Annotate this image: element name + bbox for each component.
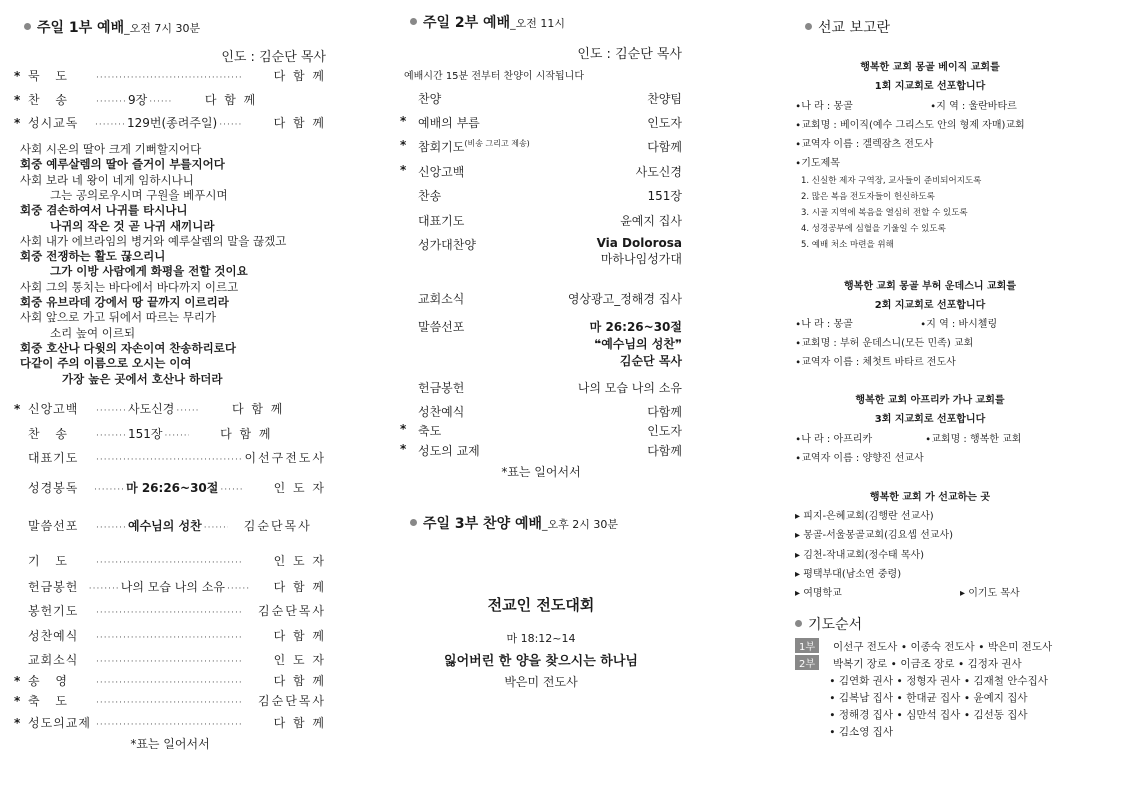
prayer-name-line: ∙ 김복남 집사 ∙ 한대균 집사 ∙ 윤예지 집사 [829,692,1028,704]
mission-2-declare: 2회 지교회로 선포합니다 [874,300,986,311]
order-label: 신앙고백 [28,402,79,416]
order-label-wrap [400,422,441,439]
order-label-wrap [400,212,464,229]
responsive-line: 그는 공의로우시며 구원을 베푸시며 [50,187,228,202]
standing-mark: * [400,138,407,152]
prayer-order-2 [795,655,1022,671]
mission-3-country: ∙나 라 : 아프리카 [795,434,873,445]
prayer-name-line: ∙ 김연화 권사 ∙ 정형자 권사 ∙ 김재철 안수집사 [829,675,1048,687]
order-label: 말씀선포 [418,320,465,334]
order-responsible: 다 함 께 [273,674,326,688]
leader-dots [219,120,243,130]
order-label-wrap [400,236,476,267]
order-label-wrap [400,318,464,369]
order-responsible: 다 함 께 [273,69,326,83]
third-service-time: _오후 2시 30분 [542,518,619,531]
order-label: 찬 송 [28,427,73,441]
order-label: 교회소식 [28,653,79,667]
leader-dots [94,485,124,495]
leader-dots [96,523,126,533]
leader-dots [149,97,173,107]
standing-mark: * [14,716,21,730]
order-label: 성가대찬양 [418,238,476,252]
leader-dots [96,720,242,730]
mission-place: ▸ 몽골-서울몽골교회(김요셉 선교사) [795,530,954,542]
order-row [14,692,326,709]
prayer-topic: 2. 많은 복음 전도자들이 헌신하도록 [801,192,935,202]
order-row [400,442,682,459]
mission-place: ▸ 평택부대(남소연 중령) [795,568,902,580]
order-row [400,187,682,204]
mission-1-minister: ∙교역자 이름 : 겔렉잠츠 전도사 [795,139,934,150]
order-label: 찬송 [418,189,442,203]
order-responsible: 다 함 께 [273,580,326,594]
order-detail: 예수님의 성찬 [128,519,202,533]
responsive-line: 그가 이방 사람에게 화평을 전할 것이요 [50,264,248,279]
order-responsible [578,379,682,396]
mission-1-line: 행복한 교회 몽골 베이직 교회를 [860,62,1000,73]
standing-note-2: *표는 일어서서 [501,465,581,479]
order-label-wrap [400,403,464,420]
second-service-time: _오전 11시 [510,17,565,30]
responsible-main: 다함께 [647,140,682,154]
order-row [14,67,326,84]
order-row [14,714,326,731]
responsible-sub: 마하나임성가대 [600,252,682,266]
prayer-topic: 1. 신실한 제자 구역장, 교사들이 준비되어지도록 [801,176,982,186]
order-responsible [647,138,682,155]
order-label: 성경봉독 [28,481,79,495]
order-label-wrap [400,114,480,131]
leader-dots [96,73,242,83]
mission-heading [805,17,890,37]
prayer-order-title: 기도순서 [808,617,863,633]
order-row [14,651,326,668]
order-label-wrap [400,138,530,155]
order-label-wrap [400,187,441,204]
leader-dots [220,485,244,495]
service-2-tag: 2부 [795,655,819,670]
leader-dots [96,406,126,416]
order-responsible [648,187,683,204]
leader-dots [96,558,242,568]
order-row [400,422,682,439]
second-service-title: 주일 2부 예배 [423,15,511,31]
order-responsible: 다 함 께 [204,93,258,107]
leader-dots [176,406,200,416]
prayer-name-line: ∙ 김소영 집사 [829,726,893,738]
prayer-order-heading [795,614,862,634]
mission-2-minister: ∙교역자 이름 : 체첫트 바타르 전도사 [795,357,956,368]
leader-dots [96,431,126,441]
first-service-time: _오전 7시 30분 [124,22,201,35]
order-row [400,138,682,155]
responsible-main: 마 26:26~30절 [589,320,682,334]
order-row [14,602,326,619]
leader-dots [96,678,242,688]
responsible-main: 다함께 [647,405,682,419]
standing-mark: * [400,163,407,177]
responsible-main: 사도신경 [635,165,682,179]
mission-1-region: ∙지 역 : 울란바타르 [930,101,1017,112]
bullet-icon [410,18,417,25]
order-label-wrap [400,442,480,459]
order-responsible [647,442,682,459]
leader-dots [204,523,228,533]
standing-mark [400,90,418,107]
second-service-leader: 인도 : 김순단 목사 [577,47,682,62]
prayer-name-line: ∙ 정해경 집사 ∙ 심만석 집사 ∙ 김선동 집사 [829,709,1028,721]
standing-mark [400,379,418,396]
order-row [400,90,682,107]
order-row [400,212,682,229]
leader-dots [96,455,242,465]
prayer-topic: 5. 예배 처소 마련을 위해 [801,240,894,250]
order-detail: 129번(종려주일) [127,116,218,130]
standing-mark: * [14,93,21,107]
order-row [14,552,326,569]
bullet-icon [410,519,417,526]
order-responsible: 인 도 자 [273,481,326,495]
responsive-line: 사회 보라 네 왕이 네게 임하시나니 [20,172,194,187]
order-row [400,403,682,420]
event-scripture: 마 18:12~14 [506,632,576,645]
standing-mark: * [400,442,407,456]
mission-3-church: ∙교회명 : 행복한 교회 [925,434,1022,445]
mission-title: 선교 보고란 [818,20,891,36]
responsible-main: 찬양팀 [647,92,682,106]
leader-dots [96,698,242,708]
order-responsible [597,236,682,267]
standing-mark [400,318,418,369]
leader-dots [89,584,119,594]
mission-2-church: ∙교회명 : 부허 운데스니(모든 민족) 교회 [795,338,974,349]
order-detail: 마 26:26~30절 [126,481,219,495]
order-label: 묵 도 [28,69,73,83]
bullet-icon [24,23,31,30]
order-label: 말씀선포 [28,519,79,533]
mission-place: ▸ 여명학교 [795,588,842,600]
service-1-tag: 1부 [795,638,819,653]
mission-place-extra: ▸ 이기도 목사 [960,588,1020,599]
standing-mark: * [14,69,21,83]
mission-3-line: 행복한 교회 아프리카 가나 교회를 [855,395,1005,406]
order-row [14,672,326,689]
responsible-sub: 김순단 목사 [619,354,682,368]
standing-mark [400,290,418,307]
first-service-heading [24,17,200,37]
order-responsible [590,318,682,369]
order-detail: 나의 모습 나의 소유 [120,580,225,594]
mission-1-church: ∙교회명 : 베이직(예수 그리스도 안의 형제 자매)교회 [795,120,1025,131]
order-row [14,91,326,108]
leader-dots [95,120,125,130]
mission-2-line: 행복한 교회 몽골 부허 운데스니 교회를 [844,281,1016,292]
order-row [14,627,326,644]
prayer-topic: 4. 성경공부에 심혈을 기울일 수 있도록 [801,224,946,234]
order-responsible [647,422,682,439]
mission-place: ▸ 피지-은혜교회(김행란 선교사) [795,511,934,522]
standing-mark: * [14,402,21,416]
order-label: 성도의교제 [28,716,91,730]
order-row [14,578,326,595]
order-label: 예배의 부름 [418,116,480,130]
mission-2-region: ∙지 역 : 바시첼링 [920,319,998,330]
mission-3-declare: 3회 지교회로 선포합니다 [874,414,986,425]
order-row [400,318,682,369]
responsible-main: 윤예지 집사 [620,214,682,228]
standing-mark [400,212,418,229]
order-row [400,114,682,131]
order-responsible [620,212,682,229]
order-label: 교회소식 [418,292,465,306]
mission-1-declare: 1회 지교회로 선포합니다 [874,81,986,92]
order-label: 축도 [418,424,442,438]
order-row [14,479,326,496]
leader-dots [96,633,242,643]
standing-mark [400,236,418,267]
order-responsible: 인 도 자 [273,653,326,667]
order-detail: 9장 [128,93,148,107]
leader-dots [165,431,189,441]
mission-2-country: ∙나 라 : 몽골 [795,319,853,330]
order-responsible: 다 함 께 [273,629,326,643]
standing-mark: * [14,694,21,708]
responsive-line: 나귀의 작은 것 곧 나귀 새끼니라 [50,218,215,233]
responsible-main: 151장 [647,189,682,203]
order-detail: 사도신경 [128,402,175,416]
responsible-main: Via Dolorosa [596,236,682,250]
order-label-wrap [400,379,464,396]
standing-mark [400,187,418,204]
order-label: 대표기도 [28,451,79,465]
responsive-line: 다같이 주의 이름으로 오시는 이여 [20,356,192,371]
order-label: 성도의 교제 [418,444,480,458]
order-label: 참회기도 [418,140,465,154]
mission-places-title: 행복한 교회 가 선교하는 곳 [869,492,991,503]
responsive-line: 회중 예루살렘의 딸아 즐거이 부를지어다 [20,157,225,172]
responsible-main: 인도자 [647,116,682,130]
third-service-heading [410,513,618,533]
responsive-line: 사회 그의 통치는 바다에서 바다까지 이르고 [20,279,239,294]
order-label: 송 영 [28,674,73,688]
order-label: 신앙고백 [418,165,465,179]
order-label-wrap [400,163,464,180]
responsive-line: 회중 전쟁하는 활도 끊으리니 [20,249,166,264]
mission-1-prayer-title: ∙기도제목 [795,158,840,169]
order-label-note: (비송 그리고 제송) [464,139,530,148]
order-responsible: 다 함 께 [220,427,273,441]
order-detail: 151장 [128,427,163,441]
first-service-leader: 인도 : 김순단 목사 [221,50,326,65]
responsive-line: 회중 겸손하여서 나귀를 타시나니 [20,203,188,218]
order-label: 성시교독 [28,116,79,130]
order-label: 성찬예식 [28,629,79,643]
order-responsible: 다 함 께 [273,116,326,130]
standing-mark: * [14,674,21,688]
order-label: 찬양 [418,92,442,106]
responsible-main: 다함께 [647,444,682,458]
event-title: 전교인 전도대회 [487,596,595,614]
responsive-line: 회중 호산나 다윗의 자손이여 찬송하리로다 [20,340,236,355]
order-label: 축 도 [28,694,73,708]
leader-dots [227,584,251,594]
responsive-line: 회중 유브라데 강에서 땅 끝까지 이르리라 [20,295,229,309]
order-label: 헌금봉헌 [28,580,79,594]
responsible-main: 나의 모습 나의 소유 [577,381,682,395]
responsive-line: 사회 내가 에브라임의 병거와 예루살렘의 말을 끊겠고 [20,233,287,248]
order-label: 헌금봉헌 [418,381,465,395]
order-responsible: 이선구전도사 [244,451,326,465]
event-speaker: 박은미 전도사 [504,675,578,689]
order-row [400,379,682,396]
leader-dots [96,608,242,618]
standing-mark: * [14,116,21,130]
order-responsible [647,90,682,107]
order-label-wrap [400,90,441,107]
order-responsible: 인 도 자 [273,554,326,568]
order-label: 대표기도 [418,214,465,228]
responsive-line: 사회 앞으로 가고 뒤에서 따르는 무리가 [20,310,217,325]
order-row [14,517,326,534]
order-label: 기 도 [28,554,73,568]
order-label: 봉헌기도 [28,604,79,618]
order-row [400,163,682,180]
leader-dots [96,657,242,667]
bullet-icon [795,620,802,627]
first-service-title: 주일 1부 예배 [37,20,125,36]
standing-note: *표는 일어서서 [130,737,210,751]
responsible-main: 영상광고_정해경 집사 [567,292,682,306]
order-responsible: 김순단목사 [258,694,326,708]
prayer-order-1 [795,638,1052,654]
order-row [14,425,326,442]
order-row [14,114,326,131]
standing-mark: * [400,422,407,436]
prayer-topic: 3. 시골 지역에 복음을 열심히 전할 수 있도록 [801,208,968,218]
order-label: 성찬예식 [418,405,465,419]
order-row [400,290,682,307]
order-row [14,449,326,466]
order-responsible: 김순단목사 [243,519,312,533]
responsive-line: 사회 시온의 딸아 크게 기뻐할지어다 [20,142,202,156]
order-row [400,236,682,267]
order-label: 찬 송 [28,93,73,107]
bullet-icon [805,23,812,30]
third-service-title: 주일 3부 찬양 예배 [423,516,543,532]
order-label-wrap [400,290,464,307]
service-1-prayers: 이선구 전도사 ∙ 이종숙 전도사 ∙ 박은미 전도사 [833,641,1053,653]
order-responsible [568,290,682,307]
mission-3-minister: ∙교역자 이름 : 양향진 선교사 [795,453,924,464]
service-2-prayers: 박복기 장로 ∙ 이금조 장로 ∙ 김정자 권사 [833,658,1022,670]
responsive-line: 소리 높여 이르되 [50,325,136,340]
order-row [14,400,326,417]
standing-mark [400,403,418,420]
order-responsible [647,403,682,420]
responsive-line: 가장 높은 곳에서 호산나 하더라 [62,371,223,386]
order-responsible [647,114,682,131]
order-responsible [636,163,682,180]
praise-start-note: 예배시간 15분 전부터 찬양이 시작됩니다 [404,71,584,82]
responsible-sub: ❝예수님의 성찬❞ [594,337,682,351]
order-responsible: 김순단목사 [258,604,326,618]
order-responsible: 다 함 께 [273,716,326,730]
leader-dots [96,97,126,107]
event-sermon-title: 잃어버린 한 양을 찾으시는 하나님 [444,654,638,669]
second-service-heading [410,12,565,32]
standing-mark: * [400,114,407,128]
responsible-main: 인도자 [647,424,682,438]
mission-place: ▸ 김천-작내교회(정수태 목사) [795,549,925,561]
order-responsible: 다 함 께 [231,402,285,416]
mission-1-country: ∙나 라 : 몽골 [795,101,853,112]
